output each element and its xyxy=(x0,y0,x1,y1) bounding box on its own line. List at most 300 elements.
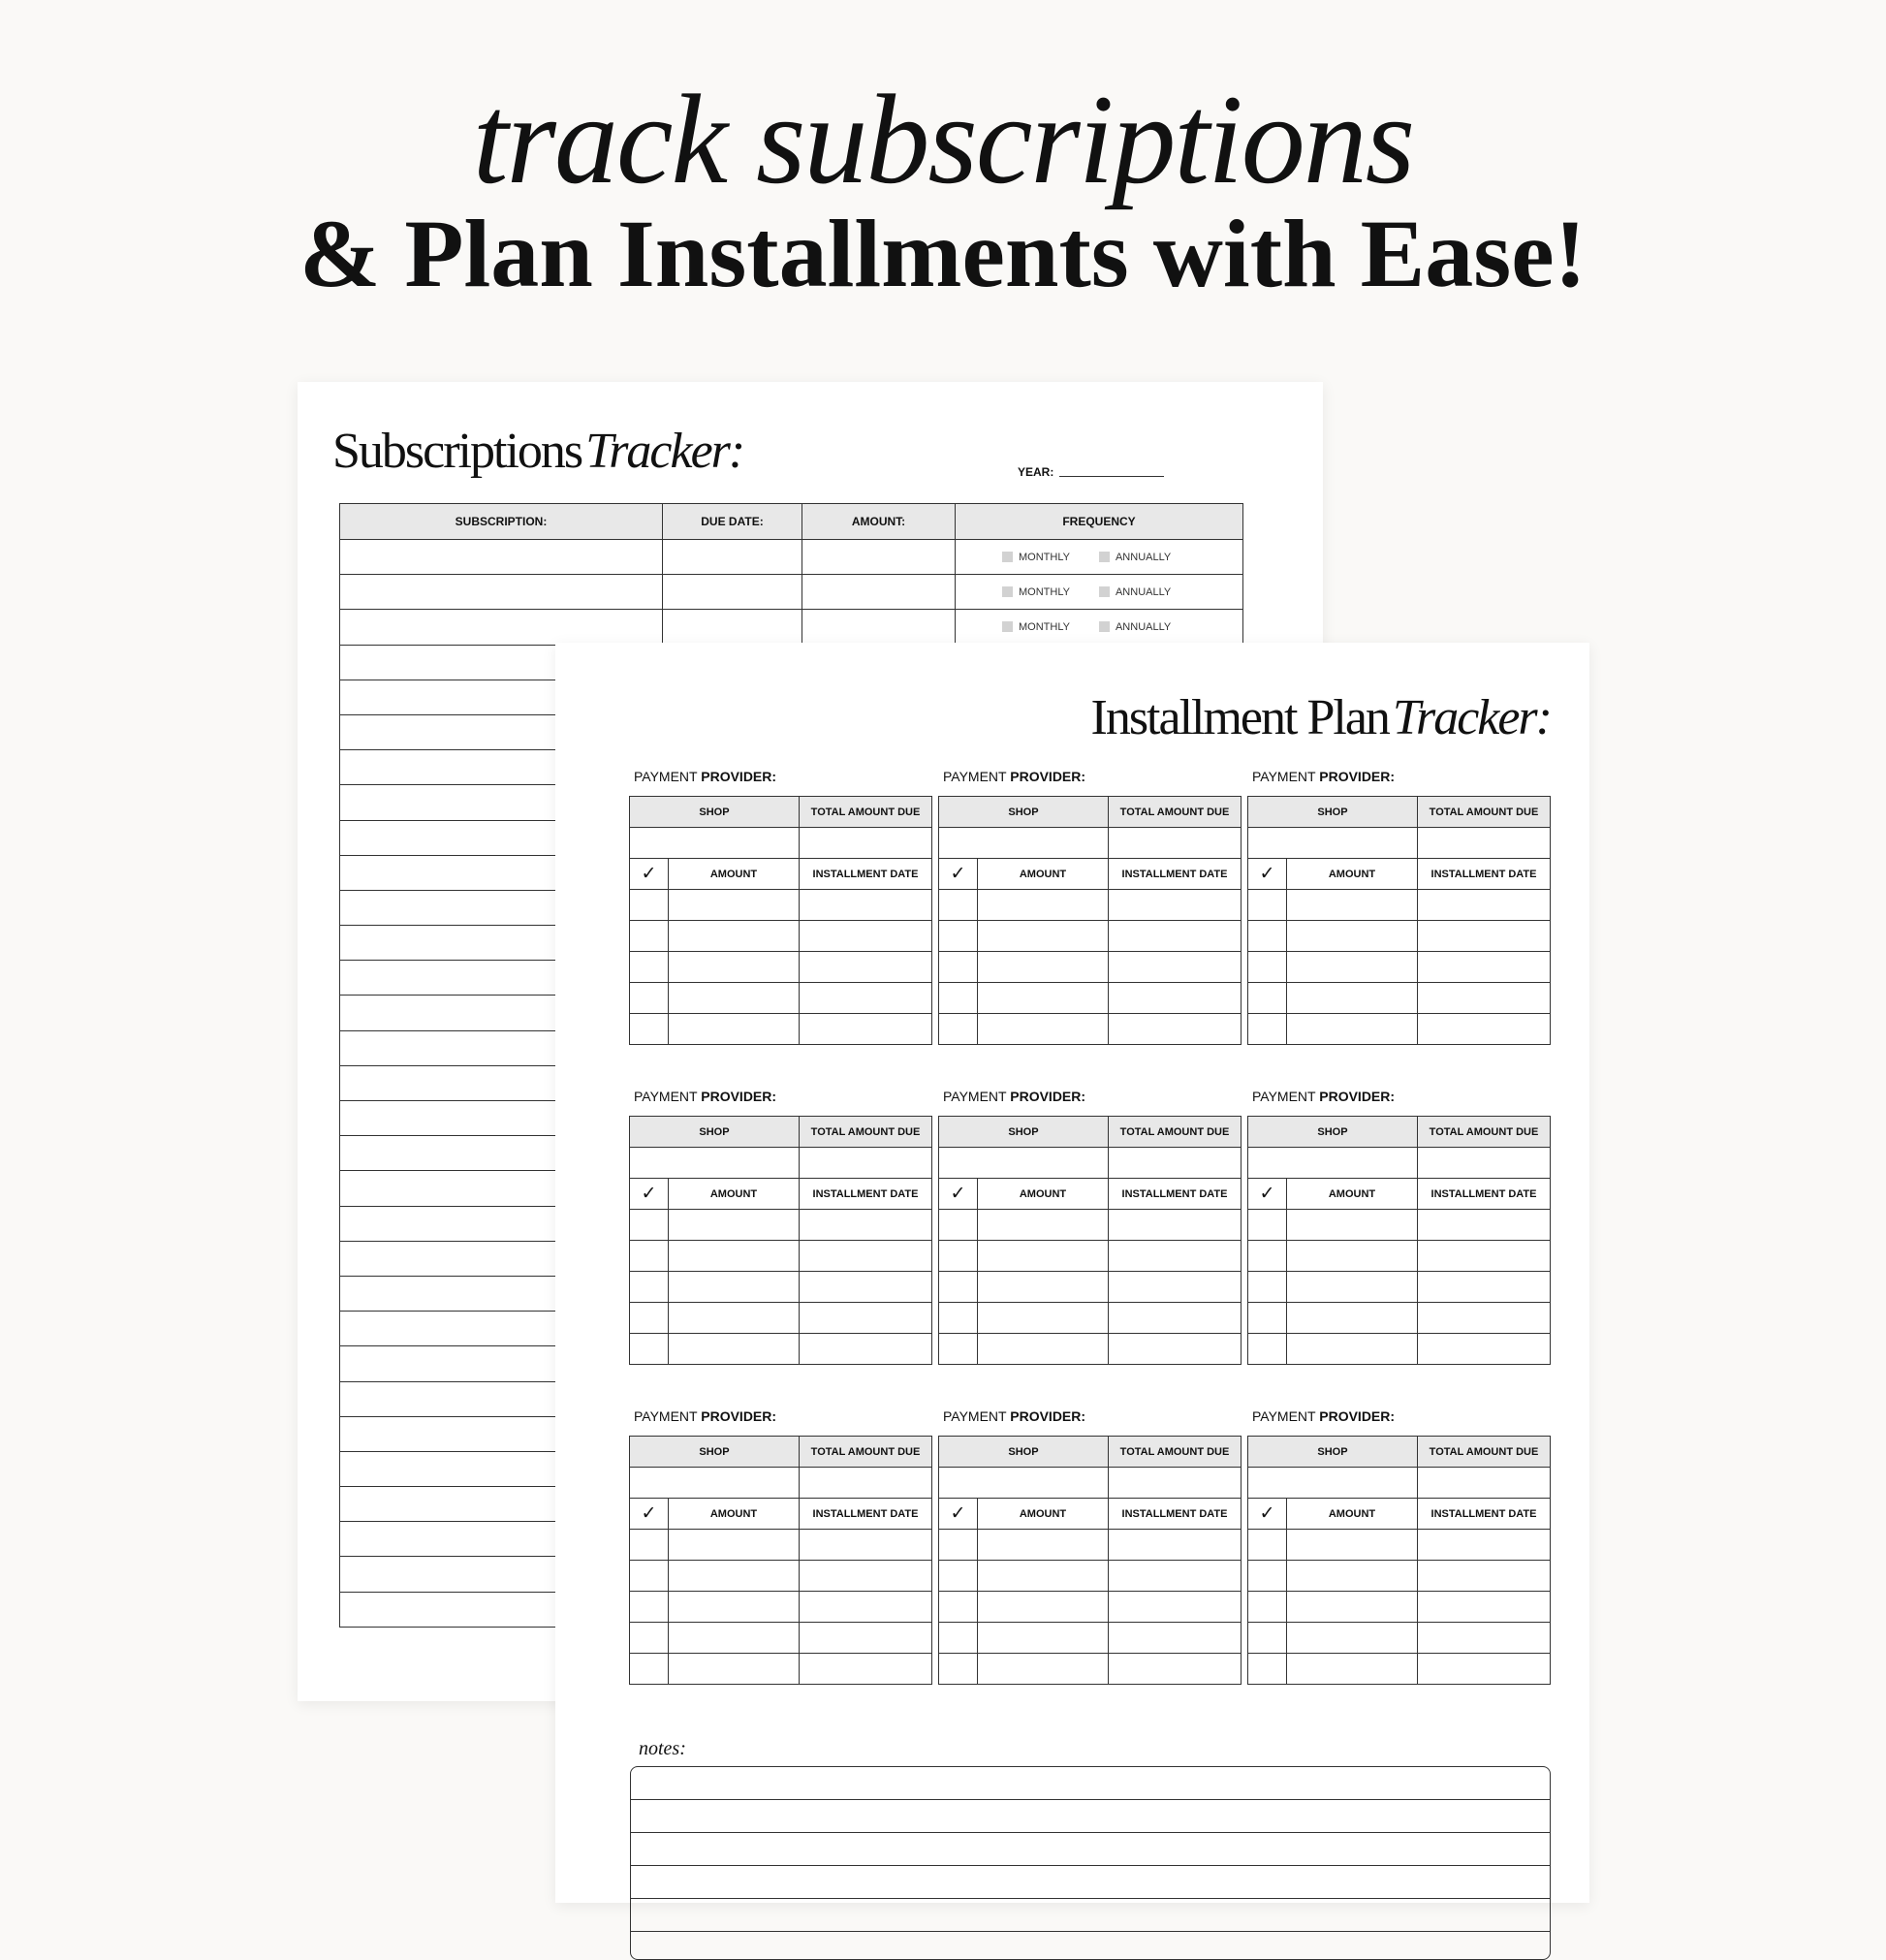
col-due-date: DUE DATE: xyxy=(663,504,802,540)
check-cell[interactable] xyxy=(630,1561,669,1592)
check-cell[interactable] xyxy=(630,1014,669,1045)
amount-cell[interactable] xyxy=(978,1654,1109,1685)
total-amount-input-cell[interactable] xyxy=(1109,1148,1242,1179)
installment-row xyxy=(630,1334,932,1365)
installment-date-cell[interactable] xyxy=(800,1210,932,1241)
check-cell[interactable] xyxy=(939,1530,978,1561)
subscription-row xyxy=(340,610,1243,645)
check-cell[interactable] xyxy=(1248,1623,1287,1654)
notes-box[interactable] xyxy=(630,1766,1551,1960)
check-header xyxy=(939,1179,978,1210)
installment-date-cell[interactable] xyxy=(1418,921,1551,952)
check-cell[interactable] xyxy=(630,1623,669,1654)
check-cell[interactable] xyxy=(1248,1592,1287,1623)
installment-date-cell[interactable] xyxy=(1418,952,1551,983)
installment-date-cell[interactable] xyxy=(800,890,932,921)
shop-input-cell[interactable] xyxy=(630,1148,800,1179)
installment-date-cell[interactable] xyxy=(1418,1561,1551,1592)
installment-date-cell[interactable] xyxy=(1109,952,1242,983)
subscription-cell[interactable] xyxy=(340,610,663,645)
amount-cell[interactable] xyxy=(978,890,1109,921)
payment-provider-label xyxy=(943,1408,1085,1424)
shop-input-cell[interactable] xyxy=(939,828,1109,859)
installment-date-cell[interactable] xyxy=(1418,983,1551,1014)
installment-row xyxy=(1248,1241,1551,1272)
installment-date-cell[interactable] xyxy=(1418,1592,1551,1623)
installment-row xyxy=(1248,1592,1551,1623)
provider-label-regular: PAYMENT xyxy=(1252,1089,1316,1104)
amount-cell[interactable] xyxy=(978,1272,1109,1303)
installment-date-cell[interactable] xyxy=(1109,1014,1242,1045)
check-cell[interactable] xyxy=(1248,983,1287,1014)
total-amount-due-header: TOTAL AMOUNT DUE xyxy=(1109,797,1242,828)
installment-table xyxy=(629,1436,932,1685)
year-label: YEAR: xyxy=(1018,465,1054,479)
check-cell[interactable] xyxy=(630,1210,669,1241)
installment-date-cell[interactable] xyxy=(1418,890,1551,921)
amount-cell[interactable] xyxy=(1287,1623,1418,1654)
amount-cell[interactable] xyxy=(978,1014,1109,1045)
check-cell[interactable] xyxy=(939,1561,978,1592)
installment-date-cell[interactable] xyxy=(800,1592,932,1623)
installment-row xyxy=(1248,921,1551,952)
payment-provider-label xyxy=(1252,769,1395,784)
check-cell[interactable] xyxy=(1248,1241,1287,1272)
payment-provider-label xyxy=(943,769,1085,784)
amount-cell[interactable] xyxy=(1287,952,1418,983)
installment-date-cell[interactable] xyxy=(1109,1561,1242,1592)
shop-input-row xyxy=(939,1148,1242,1179)
shop-input-row xyxy=(1248,1468,1551,1499)
installment-date-cell[interactable] xyxy=(1109,890,1242,921)
check-cell[interactable] xyxy=(630,1272,669,1303)
check-cell[interactable] xyxy=(630,1241,669,1272)
amount-cell[interactable] xyxy=(669,1561,800,1592)
subscription-row xyxy=(340,575,1243,610)
monthly-label: MONTHLY xyxy=(1019,620,1070,633)
check-cell[interactable] xyxy=(939,1210,978,1241)
check-cell[interactable] xyxy=(1248,1654,1287,1685)
installment-row xyxy=(939,921,1242,952)
installment-date-cell[interactable] xyxy=(800,1241,932,1272)
installment-row xyxy=(1248,1334,1551,1365)
installment-date-cell[interactable] xyxy=(1109,1210,1242,1241)
amount-cell[interactable] xyxy=(978,1210,1109,1241)
amount-cell[interactable] xyxy=(978,1334,1109,1365)
provider-label-bold: PROVIDER: xyxy=(701,1408,777,1424)
provider-label-regular: PAYMENT xyxy=(634,769,698,784)
amount-cell[interactable] xyxy=(978,952,1109,983)
amount-cell[interactable] xyxy=(978,1241,1109,1272)
amount-cell[interactable] xyxy=(978,1303,1109,1334)
installment-date-cell[interactable] xyxy=(1109,1623,1242,1654)
total-amount-input-cell[interactable] xyxy=(800,1148,932,1179)
title-regular: Installment Plan xyxy=(1090,690,1389,745)
check-cell[interactable] xyxy=(1248,1561,1287,1592)
installment-row xyxy=(630,1530,932,1561)
installment-date-cell[interactable] xyxy=(1109,1272,1242,1303)
annually-checkbox[interactable] xyxy=(1099,621,1110,632)
installment-sheet-title xyxy=(1091,689,1552,746)
installment-date-cell[interactable] xyxy=(800,1623,932,1654)
installment-date-cell[interactable] xyxy=(800,1272,932,1303)
installment-date-cell[interactable] xyxy=(1109,983,1242,1014)
installment-row xyxy=(1248,983,1551,1014)
amount-header: AMOUNT xyxy=(669,1499,800,1530)
amount-cell[interactable] xyxy=(802,540,956,575)
shop-input-cell[interactable] xyxy=(630,828,800,859)
installment-date-cell[interactable] xyxy=(800,952,932,983)
check-header xyxy=(630,1499,669,1530)
installment-date-cell[interactable] xyxy=(1418,1241,1551,1272)
check-cell[interactable] xyxy=(1248,1530,1287,1561)
shop-input-row xyxy=(630,1148,932,1179)
installment-row xyxy=(1248,1014,1551,1045)
provider-label-bold: PROVIDER: xyxy=(1010,1089,1086,1104)
installment-row xyxy=(1248,1210,1551,1241)
amount-header: AMOUNT xyxy=(1287,1179,1418,1210)
amount-cell[interactable] xyxy=(1287,1334,1418,1365)
amount-cell[interactable] xyxy=(978,1592,1109,1623)
check-cell[interactable] xyxy=(630,1592,669,1623)
annually-option[interactable] xyxy=(1099,621,1171,633)
shop-header: SHOP xyxy=(630,797,800,828)
total-amount-due-header: TOTAL AMOUNT DUE xyxy=(1418,1117,1551,1148)
subscription-row xyxy=(340,540,1243,575)
check-icon: ✓ xyxy=(641,864,657,884)
shop-input-cell[interactable] xyxy=(1248,828,1418,859)
provider-label-bold: PROVIDER: xyxy=(701,769,777,784)
check-cell[interactable] xyxy=(939,1334,978,1365)
total-amount-input-cell[interactable] xyxy=(1109,1468,1242,1499)
amount-cell[interactable] xyxy=(669,1241,800,1272)
installment-row xyxy=(1248,890,1551,921)
amount-cell[interactable] xyxy=(669,1530,800,1561)
installment-date-cell[interactable] xyxy=(800,1561,932,1592)
check-cell[interactable] xyxy=(630,952,669,983)
shop-input-cell[interactable] xyxy=(630,1468,800,1499)
check-cell[interactable] xyxy=(630,921,669,952)
installment-row xyxy=(630,1303,932,1334)
installment-row xyxy=(630,1654,932,1685)
installment-row xyxy=(630,1592,932,1623)
provider-label-regular: PAYMENT xyxy=(943,769,1007,784)
subscription-cell[interactable] xyxy=(340,540,663,575)
check-cell[interactable] xyxy=(1248,1272,1287,1303)
installment-row xyxy=(1248,1654,1551,1685)
installment-row xyxy=(1248,952,1551,983)
monthly-checkbox[interactable] xyxy=(1002,621,1013,632)
frequency-cell xyxy=(956,610,1243,645)
amount-cell[interactable] xyxy=(669,1210,800,1241)
shop-header-row xyxy=(939,797,1242,828)
annually-label: ANNUALLY xyxy=(1115,620,1172,633)
installment-date-header: INSTALLMENT DATE xyxy=(1109,1179,1242,1210)
total-amount-input-cell[interactable] xyxy=(1418,1468,1551,1499)
subscription-cell[interactable] xyxy=(340,575,663,610)
total-amount-due-header: TOTAL AMOUNT DUE xyxy=(1109,1117,1242,1148)
shop-header: SHOP xyxy=(1248,1437,1418,1468)
installment-row xyxy=(1248,1303,1551,1334)
col-frequency: FREQUENCY xyxy=(956,504,1243,540)
annually-option[interactable] xyxy=(1099,552,1171,563)
check-cell[interactable] xyxy=(939,1014,978,1045)
check-icon: ✓ xyxy=(1259,1503,1275,1524)
headline-line-2: & Plan Installments with Ease! xyxy=(299,200,1587,307)
check-cell[interactable] xyxy=(939,1654,978,1685)
amount-cell[interactable] xyxy=(1287,1530,1418,1561)
amount-header: AMOUNT xyxy=(978,1179,1109,1210)
provider-label-regular: PAYMENT xyxy=(634,1408,698,1424)
shop-input-cell[interactable] xyxy=(1248,1468,1418,1499)
shop-input-row xyxy=(939,828,1242,859)
installment-row xyxy=(630,952,932,983)
check-cell[interactable] xyxy=(939,1592,978,1623)
provider-label-regular: PAYMENT xyxy=(1252,1408,1316,1424)
amount-cell[interactable] xyxy=(669,1592,800,1623)
check-cell[interactable] xyxy=(939,1272,978,1303)
amount-cell[interactable] xyxy=(1287,921,1418,952)
installment-date-cell[interactable] xyxy=(1418,1334,1551,1365)
installment-date-cell[interactable] xyxy=(800,1334,932,1365)
check-header xyxy=(939,859,978,890)
shop-input-row xyxy=(939,1468,1242,1499)
check-cell[interactable] xyxy=(939,952,978,983)
check-cell[interactable] xyxy=(939,1241,978,1272)
installment-date-cell[interactable] xyxy=(800,1303,932,1334)
check-cell[interactable] xyxy=(630,890,669,921)
installment-row xyxy=(1248,1623,1551,1654)
shop-input-cell[interactable] xyxy=(1248,1148,1418,1179)
shop-header: SHOP xyxy=(630,1117,800,1148)
installment-date-cell[interactable] xyxy=(1109,1654,1242,1685)
check-cell[interactable] xyxy=(630,1334,669,1365)
amount-cell[interactable] xyxy=(1287,1654,1418,1685)
notes-line xyxy=(631,1931,1550,1932)
amount-cell[interactable] xyxy=(1287,890,1418,921)
installment-date-cell[interactable] xyxy=(1418,1210,1551,1241)
due-date-cell[interactable] xyxy=(663,610,802,645)
amount-cell[interactable] xyxy=(669,952,800,983)
shop-input-cell[interactable] xyxy=(939,1148,1109,1179)
installment-header-row xyxy=(939,1499,1242,1530)
amount-header: AMOUNT xyxy=(1287,1499,1418,1530)
installment-date-cell[interactable] xyxy=(1109,1241,1242,1272)
installment-date-cell[interactable] xyxy=(800,1014,932,1045)
monthly-label: MONTHLY xyxy=(1019,585,1070,598)
check-cell[interactable] xyxy=(1248,1210,1287,1241)
installment-date-cell[interactable] xyxy=(800,1530,932,1561)
total-amount-input-cell[interactable] xyxy=(1109,828,1242,859)
check-cell[interactable] xyxy=(1248,1334,1287,1365)
installment-date-cell[interactable] xyxy=(1418,1530,1551,1561)
shop-header: SHOP xyxy=(1248,797,1418,828)
installment-table xyxy=(629,796,932,1045)
installment-date-header: INSTALLMENT DATE xyxy=(800,1499,932,1530)
check-cell[interactable] xyxy=(1248,1303,1287,1334)
amount-cell[interactable] xyxy=(669,983,800,1014)
installment-date-header: INSTALLMENT DATE xyxy=(1418,859,1551,890)
amount-cell[interactable] xyxy=(669,1623,800,1654)
installment-date-cell[interactable] xyxy=(1418,1623,1551,1654)
provider-label-bold: PROVIDER: xyxy=(701,1089,777,1104)
amount-cell[interactable] xyxy=(669,1014,800,1045)
installment-date-cell[interactable] xyxy=(1109,1530,1242,1561)
amount-header: AMOUNT xyxy=(669,1179,800,1210)
subscriptions-header-row xyxy=(340,504,1243,540)
check-cell[interactable] xyxy=(939,983,978,1014)
amount-cell[interactable] xyxy=(1287,1210,1418,1241)
check-cell[interactable] xyxy=(939,1303,978,1334)
installment-date-cell[interactable] xyxy=(1418,1303,1551,1334)
installment-date-cell[interactable] xyxy=(1109,921,1242,952)
amount-cell[interactable] xyxy=(978,1623,1109,1654)
headline-line-1: track subscriptions xyxy=(472,68,1414,210)
amount-cell[interactable] xyxy=(669,921,800,952)
monthly-option[interactable] xyxy=(1002,586,1070,598)
amount-cell[interactable] xyxy=(1287,1272,1418,1303)
total-amount-input-cell[interactable] xyxy=(800,828,932,859)
installment-date-cell[interactable] xyxy=(800,921,932,952)
check-cell[interactable] xyxy=(630,1303,669,1334)
installment-header-row xyxy=(939,859,1242,890)
monthly-option[interactable] xyxy=(1002,621,1070,633)
total-amount-due-header: TOTAL AMOUNT DUE xyxy=(800,1117,932,1148)
year-field xyxy=(1018,465,1164,479)
check-cell[interactable] xyxy=(939,1623,978,1654)
shop-header-row xyxy=(630,1437,932,1468)
amount-cell[interactable] xyxy=(669,1272,800,1303)
amount-cell[interactable] xyxy=(1287,1561,1418,1592)
total-amount-input-cell[interactable] xyxy=(800,1468,932,1499)
provider-label-bold: PROVIDER: xyxy=(1319,1089,1396,1104)
amount-cell[interactable] xyxy=(978,921,1109,952)
installment-row xyxy=(939,1303,1242,1334)
amount-header: AMOUNT xyxy=(1287,859,1418,890)
amount-cell[interactable] xyxy=(802,610,956,645)
amount-cell[interactable] xyxy=(669,890,800,921)
check-cell[interactable] xyxy=(939,890,978,921)
notes-line xyxy=(631,1799,1550,1800)
installment-header-row xyxy=(630,859,932,890)
check-cell[interactable] xyxy=(1248,890,1287,921)
check-header xyxy=(1248,1499,1287,1530)
total-amount-input-cell[interactable] xyxy=(1418,1148,1551,1179)
amount-header: AMOUNT xyxy=(978,1499,1109,1530)
total-amount-input-cell[interactable] xyxy=(1418,828,1551,859)
amount-cell[interactable] xyxy=(978,1530,1109,1561)
installment-header-row xyxy=(1248,1499,1551,1530)
total-amount-due-header: TOTAL AMOUNT DUE xyxy=(800,797,932,828)
frequency-cell xyxy=(956,575,1243,610)
installment-row xyxy=(939,1561,1242,1592)
payment-provider-label xyxy=(1252,1089,1395,1104)
installment-date-header: INSTALLMENT DATE xyxy=(1109,1499,1242,1530)
installment-date-cell[interactable] xyxy=(800,983,932,1014)
amount-cell[interactable] xyxy=(669,1303,800,1334)
check-cell[interactable] xyxy=(1248,1014,1287,1045)
installment-row xyxy=(630,1241,932,1272)
amount-cell[interactable] xyxy=(1287,1303,1418,1334)
installment-table xyxy=(1247,1116,1551,1365)
installment-date-header: INSTALLMENT DATE xyxy=(800,1179,932,1210)
check-icon: ✓ xyxy=(641,1503,657,1524)
installment-row xyxy=(939,890,1242,921)
amount-cell[interactable] xyxy=(1287,983,1418,1014)
amount-cell[interactable] xyxy=(802,575,956,610)
due-date-cell[interactable] xyxy=(663,575,802,610)
check-icon: ✓ xyxy=(950,864,966,884)
amount-cell[interactable] xyxy=(1287,1241,1418,1272)
shop-input-cell[interactable] xyxy=(939,1468,1109,1499)
installment-header-row xyxy=(1248,1179,1551,1210)
check-cell[interactable] xyxy=(630,1530,669,1561)
installment-table xyxy=(1247,1436,1551,1685)
installment-date-cell[interactable] xyxy=(1109,1592,1242,1623)
monthly-checkbox[interactable] xyxy=(1002,552,1013,562)
installment-date-cell[interactable] xyxy=(1109,1334,1242,1365)
installment-date-cell[interactable] xyxy=(1418,1654,1551,1685)
check-header xyxy=(1248,1179,1287,1210)
amount-cell[interactable] xyxy=(669,1334,800,1365)
installment-row xyxy=(939,1334,1242,1365)
installment-table xyxy=(629,1116,932,1365)
amount-cell[interactable] xyxy=(978,983,1109,1014)
installment-date-header: INSTALLMENT DATE xyxy=(1109,859,1242,890)
provider-label-bold: PROVIDER: xyxy=(1319,1408,1396,1424)
installment-row xyxy=(939,1592,1242,1623)
payment-provider-label xyxy=(634,1089,776,1104)
amount-cell[interactable] xyxy=(669,1654,800,1685)
due-date-cell[interactable] xyxy=(663,540,802,575)
notes-line xyxy=(631,1865,1550,1866)
annually-checkbox[interactable] xyxy=(1099,586,1110,597)
shop-input-row xyxy=(630,1468,932,1499)
check-icon: ✓ xyxy=(950,1184,966,1204)
amount-cell[interactable] xyxy=(978,1561,1109,1592)
provider-label-regular: PAYMENT xyxy=(634,1089,698,1104)
provider-label-regular: PAYMENT xyxy=(1252,769,1316,784)
check-cell[interactable] xyxy=(939,921,978,952)
provider-label-regular: PAYMENT xyxy=(943,1408,1007,1424)
installment-row xyxy=(939,983,1242,1014)
check-icon: ✓ xyxy=(950,1503,966,1524)
annually-checkbox[interactable] xyxy=(1099,552,1110,562)
subscriptions-sheet-title xyxy=(332,423,743,480)
check-header xyxy=(1248,859,1287,890)
check-cell[interactable] xyxy=(1248,921,1287,952)
title-italic: Tracker: xyxy=(1392,690,1551,745)
check-cell[interactable] xyxy=(630,983,669,1014)
installment-date-cell[interactable] xyxy=(1109,1303,1242,1334)
installment-date-cell[interactable] xyxy=(1418,1272,1551,1303)
payment-provider-label xyxy=(634,769,776,784)
installment-row xyxy=(630,1272,932,1303)
check-cell[interactable] xyxy=(630,1654,669,1685)
annually-option[interactable] xyxy=(1099,586,1171,598)
amount-cell[interactable] xyxy=(1287,1592,1418,1623)
monthly-checkbox[interactable] xyxy=(1002,586,1013,597)
check-cell[interactable] xyxy=(1248,952,1287,983)
installment-date-cell[interactable] xyxy=(800,1654,932,1685)
amount-cell[interactable] xyxy=(1287,1014,1418,1045)
shop-input-row xyxy=(1248,828,1551,859)
installment-table xyxy=(938,1116,1242,1365)
provider-label-bold: PROVIDER: xyxy=(1319,769,1396,784)
total-amount-due-header: TOTAL AMOUNT DUE xyxy=(1418,797,1551,828)
installment-date-cell[interactable] xyxy=(1418,1014,1551,1045)
monthly-option[interactable] xyxy=(1002,552,1070,563)
